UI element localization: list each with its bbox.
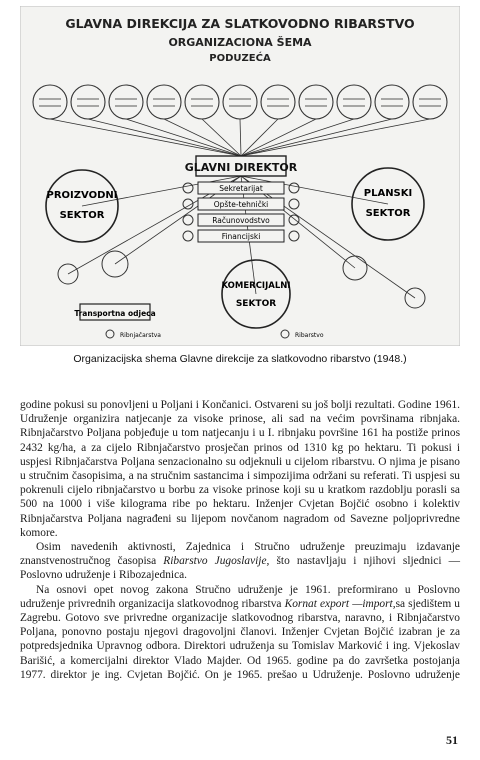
planning-sector-label-2: SEKTOR — [365, 208, 411, 219]
department-label: Računovodstvo — [212, 216, 270, 225]
paragraph-2-text-a: Osim navedenih aktivnosti, Zajednica i Stručno udruženje preuzimaju izdavanje znanstvenostručnog časopisa — [20, 541, 460, 568]
legend-right-label: Ribarstvo — [295, 332, 324, 339]
commercial-sector-label-1: KOMERCIJALNI — [221, 281, 291, 291]
production-sector-label-2: SEKTOR — [59, 210, 105, 221]
transport-box-label: Transportna odjeca — [74, 309, 156, 318]
director-label: GLAVNI DIREKTOR — [184, 161, 298, 174]
paragraph-3-text-a: Na osnovi opet novog zakona Stručno udruženje je 1961. preformirano u Poslovno udruženje privrednih organizacija slatkovodnog ribarstva — [20, 583, 460, 610]
company-name: Kornat export —import, — [284, 597, 396, 610]
chart-title-3: PODUZEĆA — [209, 53, 271, 64]
paragraph-3 — [20, 583, 460, 682]
page-number: 51 — [446, 733, 458, 747]
journal-title: Ribarstvo Jugoslavije, — [163, 555, 270, 568]
paragraph-1: godine pokusi su ponovljeni u Poljani i Končanici. Ostvareni su još bolji rezultati. Godine 1961. Udruženje organizira natjecanje za visoke prinose, ali sad na većim površinama ribnjaka. Ribnjačarstvo Poljana pobjeđuje u tom natjecanju i u I. ribnjaku površine 161 ha postiže prinos 2432 kg/ha, a za cijelo Ribnjačarstvo prosječan prinos od 1310 kg po hektaru. Ti pokusi i uspjesi Ribnjačarstva Poljana senzacionalno su odjeknuli u cijelom ribarstvu. O njima je pisano u stručnim časopisima, a na stručnim sastancima i simpozijima održani su referati. Ti uspjesi su pokrenuli cijelo ribnjačarstvo u borbu za visoke prinose koji su u kratkom razdoblju porasli sa 500 na 1000 i više kilograma ribe po hektaru. Inženjer Cvjetan Bojčić osobno i kolektiv Ribnjačarstva Poljana nagrađeni su lijepom novčanom nagradom od Savezne poljoprivredne komore. — [20, 399, 460, 539]
figure-caption: Organizacijska shema Glavne direkcije za slatkovodno ribarstvo (1948.) — [73, 353, 407, 365]
department-label: Financijski — [221, 232, 261, 241]
paragraph-2-text-b: što nastavljaju i njihovi sljednici — Poslovno udruženje i Ribozajednica. — [20, 555, 460, 582]
body-text — [20, 398, 460, 682]
planning-sector-label-1: PLANSKI — [363, 188, 413, 199]
legend-left-label: Ribnjačarstva — [120, 332, 161, 339]
department-label: Opšte-tehnički — [213, 200, 269, 209]
commercial-sector-label-2: SEKTOR — [235, 299, 277, 309]
production-sector-label-1: PROIZVODNI — [46, 190, 118, 201]
department-label: Sekretarijat — [219, 184, 263, 193]
organization-chart-drawing — [20, 6, 460, 346]
chart-title-1: GLAVNA DIREKCIJA ZA SLATKOVODNO RIBARSTVO — [65, 16, 415, 31]
organization-chart-figure — [20, 6, 460, 346]
paragraph-2 — [20, 540, 460, 583]
chart-title-2: ORGANIZACIONA ŠEMA — [168, 36, 312, 49]
paragraph-3-text-b: sa sjedištem u Zagrebu. Gotovo sve privredne organizacije slatkovodnog ribarstva, naravno, i Ribnjačarstvo Poljana, ponovno postaju njegovi dragovoljni članovi. Inženjer Cvjetan Bojčić izabran je za potpredsjednika Upravnog odbora. Direktori udruženja su Tomislav Marković i ing. Vjekoslav Barišić, a komercijalni direktor Vlado Majder. Od 1965. godine pa do završetka postojanja 1977. direktor je ing. Cvjetan Bojčić. On je 1965. prešao u Udruženje. Poslovno udruženje — [20, 597, 460, 681]
